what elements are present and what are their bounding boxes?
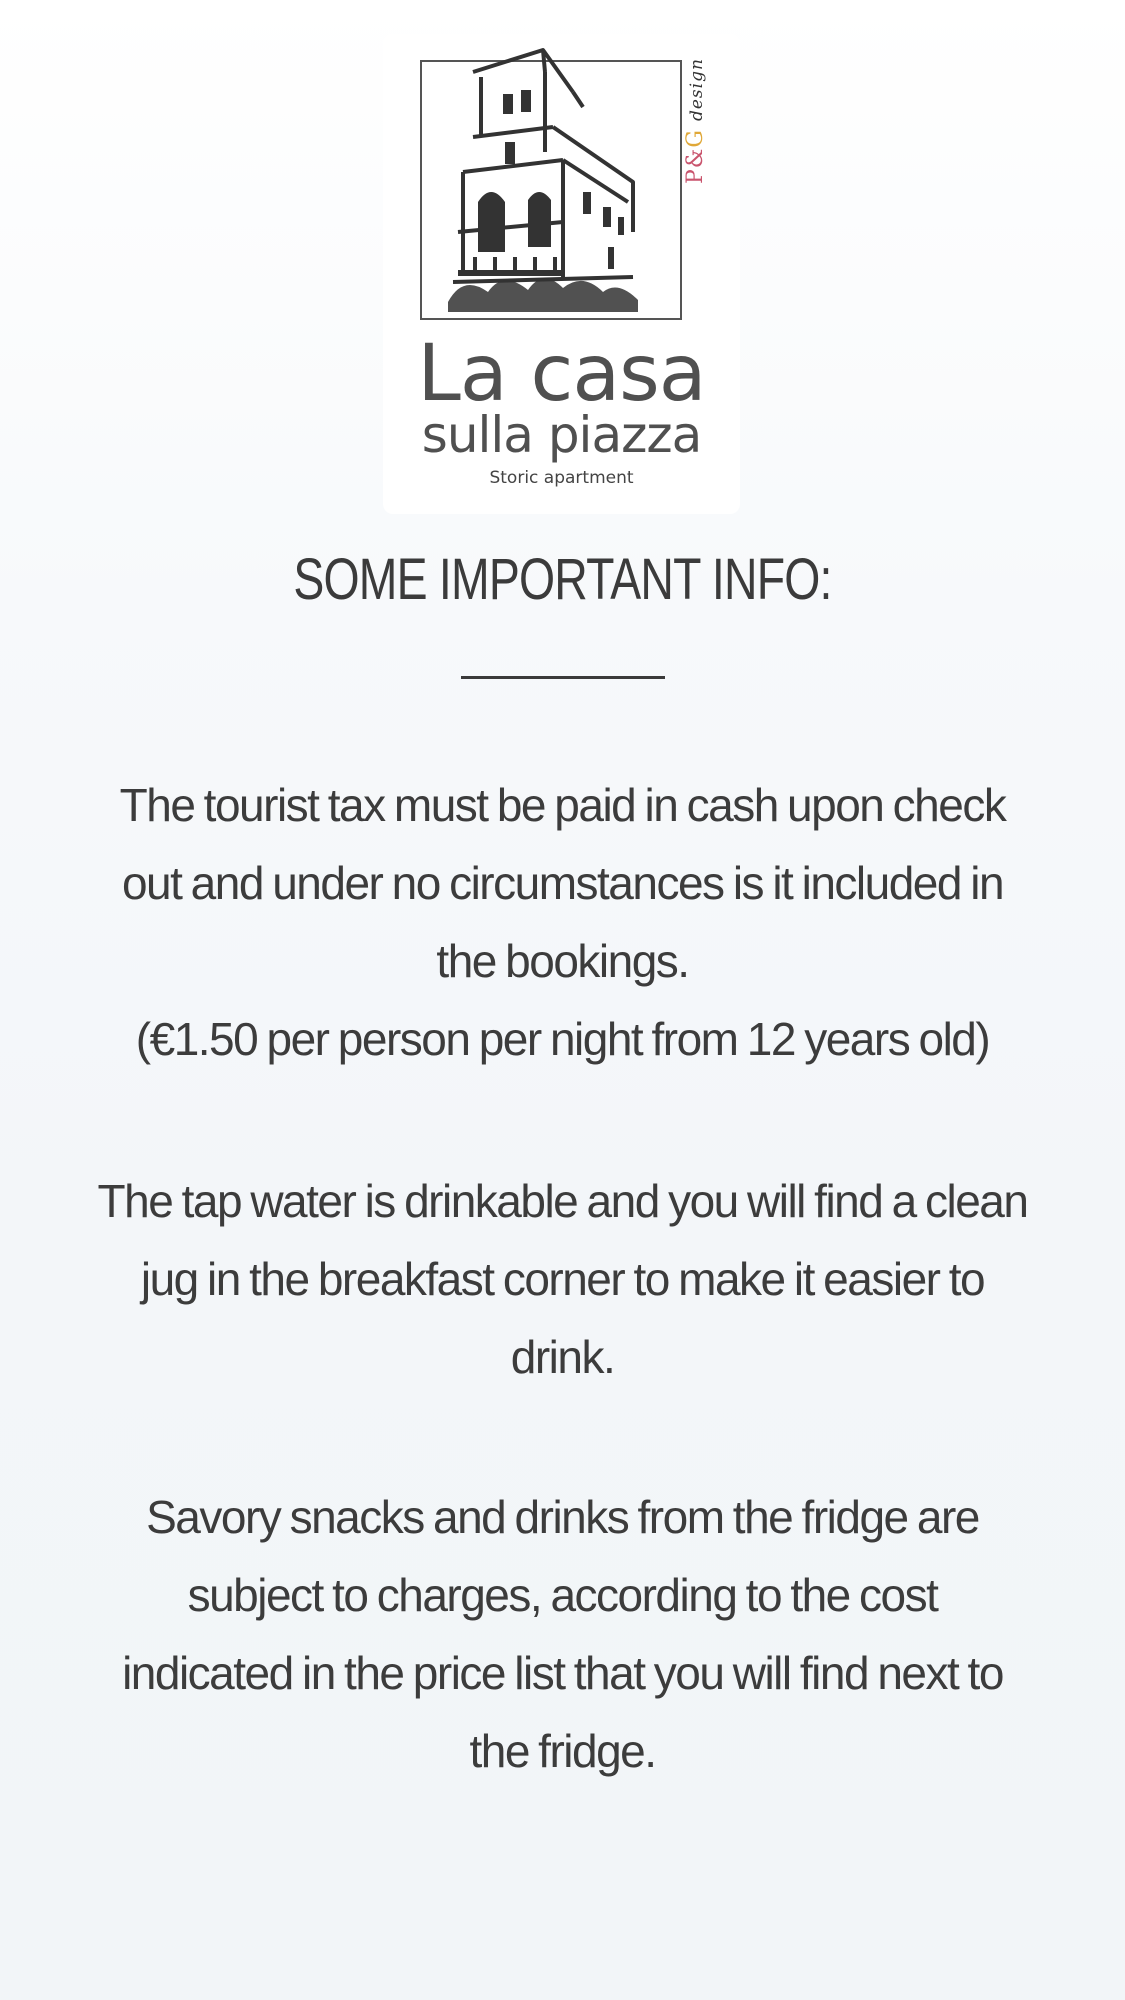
logo-title: La casa xyxy=(417,329,706,419)
paragraph-line: The tourist tax must be paid in cash upon check xyxy=(119,779,1006,831)
paragraph-line: (€1.50 per person per night from 12 years old) xyxy=(135,1013,990,1065)
logo-card xyxy=(383,34,740,514)
paragraph-line: drink. xyxy=(510,1331,615,1383)
page-title: SOME IMPORTANT INFO: xyxy=(293,547,832,612)
title-divider xyxy=(461,676,665,679)
tourist-tax-paragraph xyxy=(40,766,1085,1078)
designer-mark xyxy=(683,58,708,184)
logo-tagline: Storic apartment xyxy=(489,468,634,488)
paragraph-line: jug in the breakfast corner to make it easier to xyxy=(140,1253,985,1305)
paragraph-line: indicated in the price list that you will find next to xyxy=(122,1647,1003,1699)
paragraph-line: subject to charges, according to the cost xyxy=(187,1569,938,1621)
brand-ampersand: & xyxy=(683,147,708,169)
paragraph-line: the bookings. xyxy=(436,935,689,987)
paragraph-line: out and under no circumstances is it included in xyxy=(121,857,1004,909)
brand-letter-g: G xyxy=(683,129,708,148)
paragraph-line: Savory snacks and drinks from the fridge are xyxy=(146,1491,979,1543)
tap-water-paragraph xyxy=(40,1162,1085,1396)
paragraph-line: the fridge. xyxy=(469,1725,656,1777)
brand-letter-p: P xyxy=(683,168,708,184)
fridge-snacks-paragraph xyxy=(40,1478,1085,1790)
paragraph-line: The tap water is drinkable and you will find a clean xyxy=(97,1175,1028,1227)
building-illustration-icon xyxy=(433,42,693,332)
logo-subtitle: sulla piazza xyxy=(421,406,702,464)
brand-design-word: design xyxy=(687,58,707,122)
